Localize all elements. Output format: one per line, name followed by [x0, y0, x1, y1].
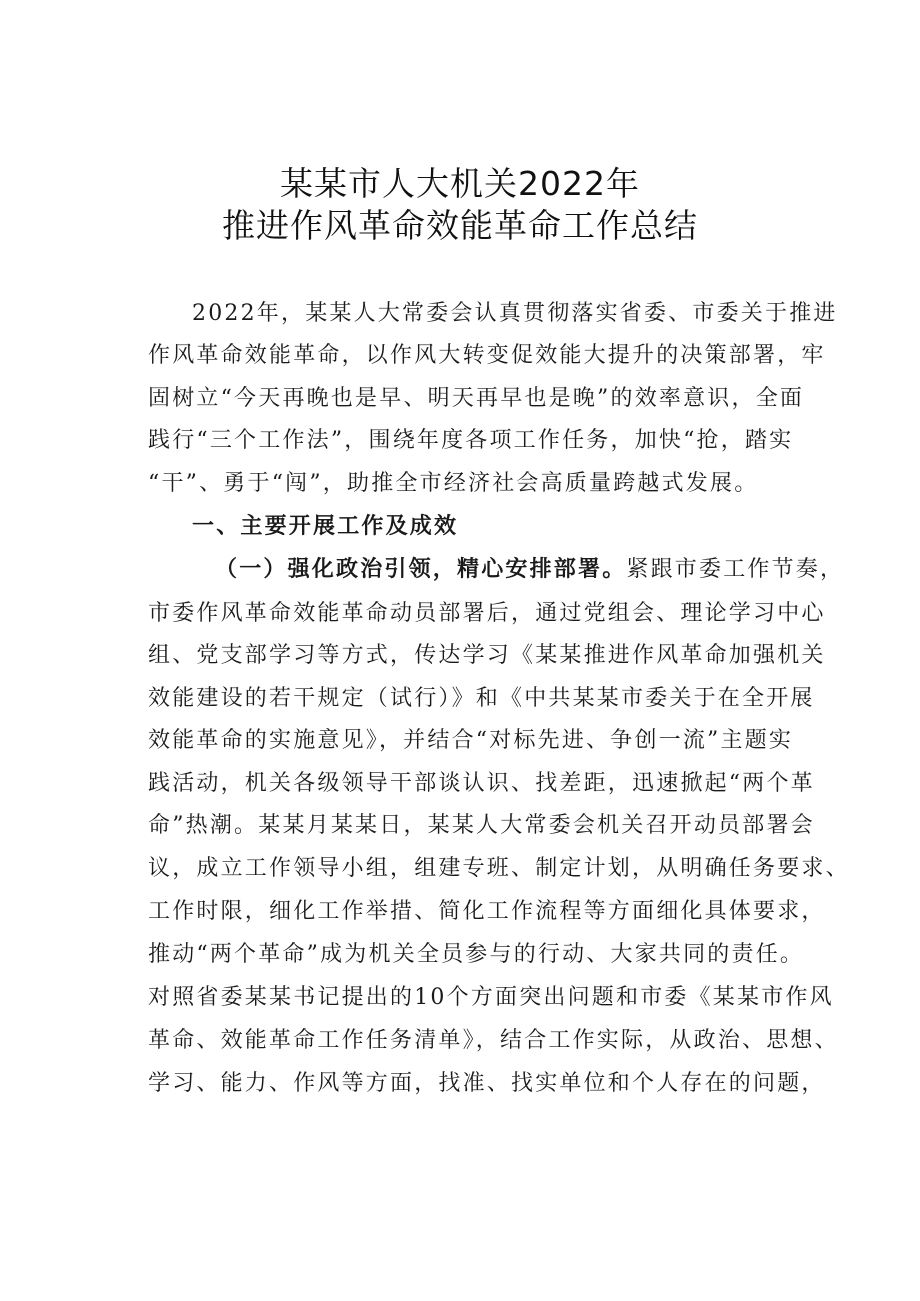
subsection-first-line: [215, 552, 845, 583]
section-heading-1: 一、主要开展工作及成效: [192, 514, 459, 539]
intro-line-4: 践行“三个工作法”，围绕年度各项工作任务，加快“抢，踏实: [148, 428, 794, 453]
body-line: 践活动，机关各级领导干部谈认识、找差距，迅速掀起“两个革: [148, 771, 815, 796]
intro-line-2: 作风革命效能革命，以作风大转变促效能大提升的决策部署，牢: [148, 343, 826, 368]
subsection-lead: （一）强化政治引领，精心安排部署。: [215, 557, 627, 582]
body-line: 工作时限，细化工作举措、简化工作流程等方面细化具体要求，: [148, 899, 826, 924]
body-line: 对照省委某某书记提出的10个方面突出问题和市委《某某市作风: [148, 985, 834, 1010]
body-line: 效能建设的若干规定（试行）》和《中共某某市委关于在全开展: [148, 686, 815, 711]
body-line: 效能革命的实施意见》，并结合“对标先进、争创一流”主题实: [148, 728, 794, 753]
document-title-line-2: 推进作风革命效能革命工作总结: [222, 206, 698, 245]
body-line: 组、党支部学习等方式，传达学习《某某推进作风革命加强机关: [148, 643, 826, 668]
intro-line-5: “干”、勇于“闯”，助推全市经济社会高质量跨越式发展。: [148, 471, 759, 496]
body-line: 议，成立工作领导小组，组建专班、制定计划，从明确任务要求、: [148, 856, 850, 881]
intro-line-1: 2022年，某某人大常委会认真贯彻落实省委、市委关于推进: [192, 301, 838, 326]
body-line: 推动“两个革命”成为机关全员参与的行动、大家共同的责任。: [148, 942, 805, 967]
body-line: 学习、能力、作风等方面，找准、找实单位和个人存在的问题，: [148, 1071, 826, 1096]
subsection-first-rest: 紧跟市委工作节奏，: [626, 557, 845, 582]
intro-line-3: 固树立“今天再晚也是早、明天再早也是晚”的效率意识，全面: [148, 386, 805, 411]
document-title-line-1: 某某市人大机关2022年: [280, 164, 640, 203]
body-line: 市委作风革命效能革命动员部署后，通过党组会、理论学习中心: [148, 601, 826, 626]
body-line: 命”热潮。某某月某某日，某某人大常委会机关召开动员部署会: [148, 813, 815, 838]
body-line: 革命、效能革命工作任务清单》，结合工作实际，从政治、思想、: [148, 1028, 839, 1053]
